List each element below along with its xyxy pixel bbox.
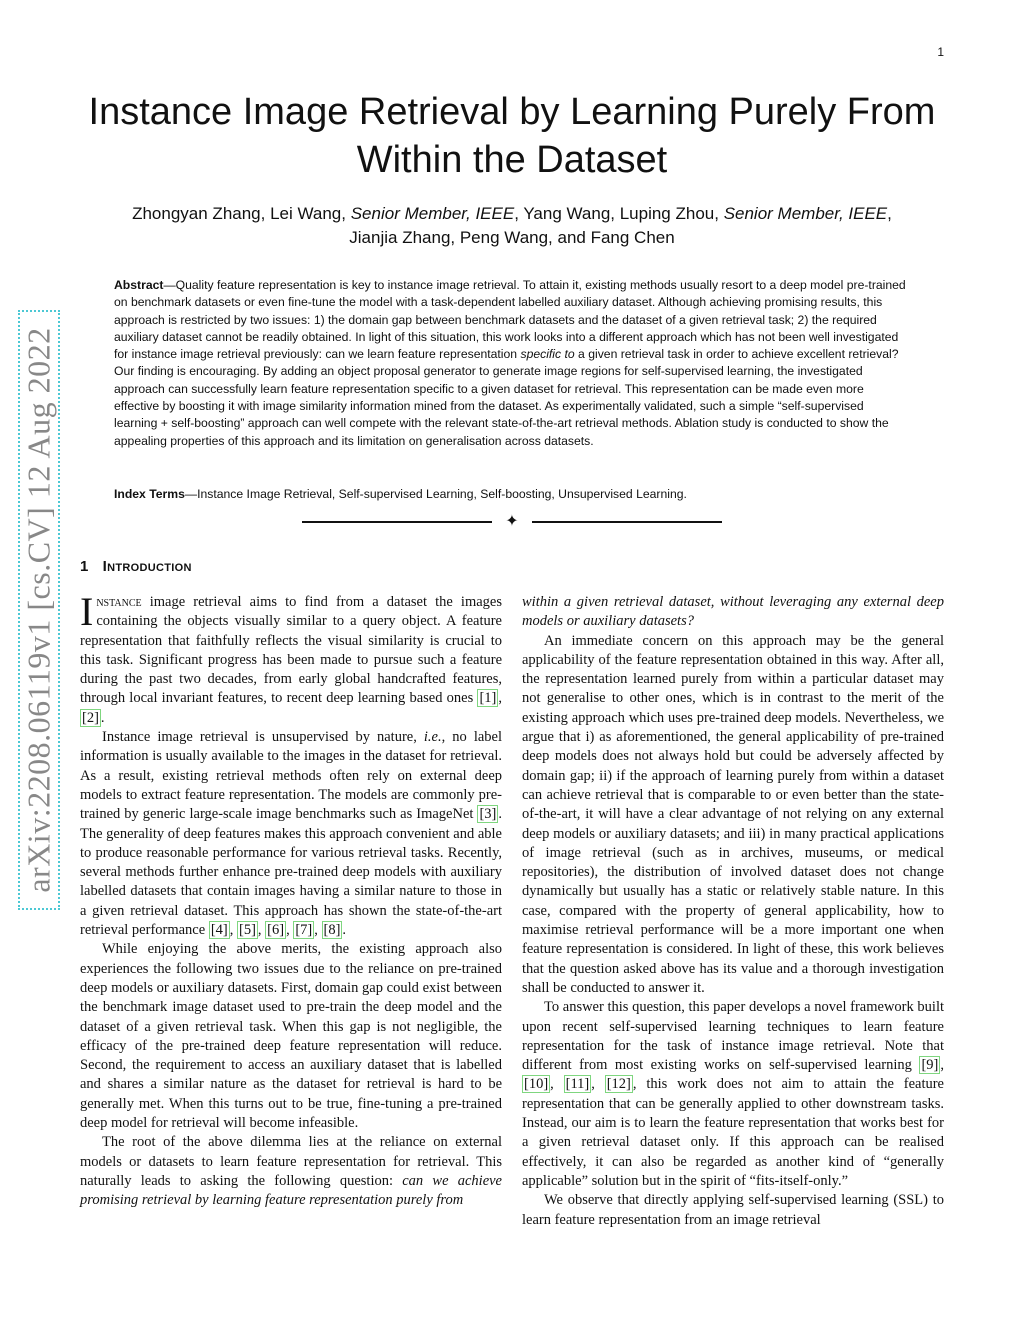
citation-link[interactable]: [2] bbox=[82, 709, 99, 726]
paragraph-text: . The generality of deep features makes this approach convenient and able to produce reasonable performance for various retrieval tasks. Recently, several methods further enhance pre-trained deep models with auxiliary labelled datasets that contain images having a similar nature to those in a given retrieval dataset. This approach has shown the state-of-the-art retrieval performance bbox=[80, 806, 502, 939]
index-terms-text: —Instance Image Retrieval, Self-supervised Learning, Self-boosting, Unsupervised Learning. bbox=[184, 487, 687, 501]
abstract-label: Abstract bbox=[114, 278, 164, 292]
right-column bbox=[522, 593, 944, 1230]
paragraph: Instance image retrieval aims to find from a dataset the images containing the objects visually similar to a query object. A feature representation that faithfully reflects the visual similarity is crucial to this task. Significant progress has been made to pursue such a feature during the past two decades, from early global handcrafted features, through local invariant features, to recent deep learning based ones [1] , [2] . bbox=[80, 589, 502, 726]
author-role-2: Senior Member, IEEE bbox=[723, 204, 888, 223]
paragraph-italic: can we achieve promising retrieval by learning feature representation purely from bbox=[80, 1172, 502, 1209]
paragraph: An immediate concern on this approach may be the general applicability of the feature representation obtained in this way. After all, the representation learned purely from within a particular dataset may not generalise to other ones, which is in contrast to the merit of the existing approach which uses pre-trained deep models. Nevertheless, we argue that i) as aforementioned, the general applicability of pre-trained deep models does not always hold but could be adversely affected by domain gap; ii) if the approach of learning purely from within a dataset can achieve retrieval that is comparable to or even better than the state-of-the-art, it will have a clear advantage of not relying on any external deep models or auxiliary datasets; and iii) in many practical applications of image retrieval (such as in archives, museums, or medical repositories), the distribution of involved dataset does not change dynamically but usually has a static or relatively stable nature. In this case, compared with the property of general applicability, how to maximise retrieval performance will be a more important one when feature representation is considered. In light of these, this work believes that the question asked above has its value and a thorough investigation shall be conducted to answer it. bbox=[522, 632, 944, 996]
arxiv-stamp-text: arXiv:2208.06119v1 [cs.CV] 12 Aug 2022 bbox=[20, 327, 57, 893]
citation-link[interactable]: [1] bbox=[479, 690, 497, 707]
citation-link[interactable]: [11] bbox=[565, 1076, 590, 1093]
abstract-text-2: a given retrieval task in order to achieve excellent retrieval? Our finding is encouraging. By adding an object proposal generator to generate image regions for self-supervised learning, the investigated approach can successfully learn feature representation specific to a given dataset for retrieval. This representation can be made even more effective by boosting it with image similarity information mined from the dataset. As experimentally validated, such a simple “self-supervised learning + self-boosting” approach can well compete with the relevant state-of-the-art retrieval methods. Ablation study is conducted to show the appealing properties of this approach and its limitation on generalisation across datasets. bbox=[114, 347, 899, 448]
citation-link[interactable]: [9] bbox=[921, 1057, 939, 1074]
paragraph: Instance image retrieval is unsupervised by nature, i.e., no label information is usually available to the images in the dataset for retrieval. As a result, existing retrieval methods often rely on external deep models to extract feature representation. The models are commonly pre-trained by generic large-scale image benchmarks such as ImageNet [3] . The generality of deep features makes this approach convenient and able to produce reasonable performance for various retrieval tasks. Recently, several methods further enhance pre-trained deep models with auxiliary labelled datasets that contain images having a similar nature to those in a given retrieval dataset. This approach has shown the state-of-the-art retrieval performance [4] , [5] , [6] , [7] , [8] . bbox=[80, 729, 502, 939]
section-title: Introduction bbox=[102, 558, 192, 575]
citation-link[interactable]: [3] bbox=[479, 806, 497, 823]
author-role-1: Senior Member, IEEE bbox=[350, 204, 515, 223]
page-number: 1 bbox=[937, 45, 944, 59]
citation-link[interactable]: [5] bbox=[238, 922, 256, 939]
paragraph-text: To answer this question, this paper develops a novel framework built upon recent self-supervised learning techniques to learn feature representation for the task of instance image retrieval. Note that different from most existing works on self-supervised learning bbox=[522, 999, 944, 1074]
paragraph: To answer this question, this paper develops a novel framework built upon recent self-supervised learning techniques to learn feature representation for the task of instance image retrieval. Note that different from most existing works on self-supervised learning [9] , [10] , [11] , [12] , this work does not aim to attain the feature representation that can be generally applied to other downstream tasks. Instead, our aim is to learn the feature representation that works best for a given retrieval dataset only. If this approach can be realised effectively, it can also be regarded as another kind of “generally applicable” solution but in the spirit of “fits-itself-only.” bbox=[522, 999, 944, 1189]
authors-part-2: , Yang Wang, Luping Zhou, bbox=[514, 204, 724, 223]
drop-cap: I bbox=[80, 589, 94, 634]
authors-part-1: Zhongyan Zhang, Lei Wang, bbox=[132, 204, 351, 223]
paragraph-text: Instance image retrieval is unsupervised by nature, bbox=[102, 729, 424, 746]
paragraph: While enjoying the above merits, the existing approach also experiences the following two issues due to the reliance on pre-trained deep models or auxiliary datasets. First, domain gap could exist between the benchmark image dataset used to pre-train the deep model and the dataset of a given retrieval task. When this gap is not negligible, the efficacy of the pre-trained deep feature representation will reduce. Second, the requirement to access an auxiliary dataset that is labelled and shares a similar nature as the dataset for retrieval is hard to be generally met. When this turns out to be true, fine-tuning a pre-trained deep model for retrieval will become infeasible. bbox=[80, 941, 502, 1132]
citation-link[interactable]: [4] bbox=[210, 922, 228, 939]
divider-line-right bbox=[532, 521, 722, 523]
paper-title: Instance Image Retrieval by Learning Purely From Within the Dataset bbox=[88, 91, 936, 181]
abstract-text-1: —Quality feature representation is key to instance image retrieval. To attain it, existing methods usually resort to a deep model pre-trained on benchmark datasets or even fine-tune the model with a task-dependent labelled auxiliary dataset. Although achieving promising results, this approach is restricted by two issues: 1) the domain gap between benchmark datasets and the dataset of a given retrieval task; 2) the required auxiliary dataset cannot be readily obtained. In light of this situation, this work looks into a different approach which has not been well investigated for instance image retrieval previously: can we learn feature representation bbox=[114, 278, 906, 362]
author-list bbox=[80, 202, 944, 250]
paragraph: We observe that directly applying self-supervised learning (SSL) to learn feature representation from an image retrieval bbox=[522, 1192, 944, 1228]
paragraph-italic: within a given retrieval dataset, without leveraging any external deep models or auxiliary datasets? bbox=[522, 594, 944, 630]
citation-link[interactable]: [8] bbox=[323, 922, 341, 939]
abstract bbox=[114, 277, 910, 450]
left-column bbox=[80, 589, 502, 1211]
paragraph-text: image retrieval aims to find from a dataset the images containing the objects visually similar to a query object. A feature representation that faithfully reflects the visual similarity is crucial to this task. Significant progress has been made to pursue such a feature during the past two decades, from early global handcrafted features, through local invariant features, to recent deep learning based ones bbox=[80, 594, 502, 707]
index-terms bbox=[114, 486, 910, 503]
citation-link[interactable]: [12] bbox=[606, 1076, 631, 1093]
citation-link[interactable]: [10] bbox=[524, 1076, 549, 1093]
index-terms-label: Index Terms bbox=[114, 487, 185, 501]
section-divider bbox=[302, 512, 722, 532]
divider-star-icon: ✦ bbox=[505, 513, 519, 530]
authors-part-3: , bbox=[887, 204, 892, 223]
divider-line-left bbox=[302, 521, 492, 523]
paragraph bbox=[80, 1133, 502, 1210]
drop-cap-word: nstance bbox=[96, 594, 142, 610]
citation-link[interactable]: [6] bbox=[267, 922, 285, 939]
paragraph-text: , no label information is usually available to the images in the dataset for retrieval. As a result, existing retrieval methods often rely on external deep models to extract feature representation. The models are commonly pre-trained by generic large-scale image benchmarks such as ImageNet bbox=[80, 729, 502, 823]
paragraph bbox=[522, 593, 944, 632]
authors-line-2: Jianjia Zhang, Peng Wang, and Fang Chen bbox=[349, 228, 675, 247]
abstract-italic: specific to bbox=[520, 347, 575, 362]
paragraph-italic: i.e. bbox=[423, 729, 442, 746]
arxiv-stamp[interactable] bbox=[18, 310, 60, 910]
paragraph-text: The root of the above dilemma lies at the reliance on external models or datasets to learn feature representation for retrieval. This naturally leads to asking the following question: bbox=[80, 1134, 502, 1189]
section-number: 1 bbox=[80, 558, 89, 575]
citation-link[interactable]: [7] bbox=[295, 922, 313, 939]
section-heading bbox=[80, 558, 192, 575]
paragraph-text: , this work does not aim to attain the feature representation that can be generally applied to other downstream tasks. Instead, our aim is to learn the feature representation that works best for a given retrieval dataset only. If this approach can be realised effectively, it can also be regarded as another kind of “generally applicable” solution but in the spirit of “fits-itself-only.” bbox=[522, 1076, 944, 1189]
